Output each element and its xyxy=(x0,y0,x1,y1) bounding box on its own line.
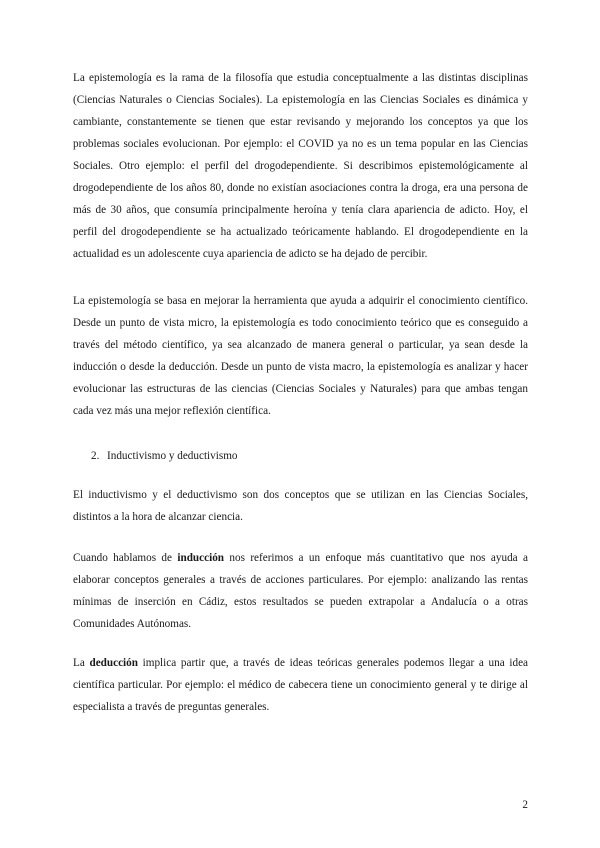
paragraph-deduccion xyxy=(73,652,528,718)
paragraph-inductivismo-deductivismo: El inductivismo y el deductivismo son dos conceptos que se utilizan en las Ciencias Sociales, distintos a la hora de alcanzar ciencia. xyxy=(73,489,528,523)
deduccion-term: deducción xyxy=(89,657,138,669)
paragraph-induccion xyxy=(73,547,528,635)
induccion-term: inducción xyxy=(177,552,225,564)
deduccion-intro: La xyxy=(73,657,90,669)
induccion-body: nos referimos a un enfoque más cuantitativo que nos ayuda a elaborar conceptos generales a través de acciones particulares. Por ejemplo: analizando las rentas mínimas de inserción en Cádiz, estos resultados se pueden extrapolar a Andalucía o a otras Comunidades Autónomas. xyxy=(73,552,528,630)
section-heading xyxy=(91,445,238,467)
page-number: 2 xyxy=(522,799,528,811)
paragraph-epistemologia-herramienta: La epistemología se basa en mejorar la herramienta que ayuda a adquirir el conocimiento científico. Desde un punto de vista micro, la epistemología es todo conocimiento teórico que es conseguido a través del método científico, ya sea alcanzado de manera general o particular, ya sean desde la inducción o desde la deducción. Desde un punto de vista macro, la epistemología es analizar y hacer evolucionar las estructuras de las ciencias (Ciencias Sociales y Naturales) para que ambas tengan cada vez más una mejor reflexión científica. xyxy=(73,295,528,417)
induccion-intro: Cuando hablamos de xyxy=(73,552,178,564)
paragraph-epistemologia-definicion: La epistemología es la rama de la filosofía que estudia conceptualmente a las distintas disciplinas (Ciencias Naturales o Ciencias Sociales). La epistemología en las Ciencias Sociales es dinámica y cambiante, constantemente se tienen que estar revisando y mejorando los conceptos ya que los problemas sociales evolucionan. Por ejemplo: el COVID ya no es un tema popular en las Ciencias Sociales. Otro ejemplo: el perfil del drogodependiente. Si describimos epistemológicamente al drogodependiente de los años 80, donde no existían asociaciones contra la droga, era una persona de más de 30 años, que consumía principalmente heroína y tenía clara apariencia de adicto. Hoy, el perfil del drogodependiente se ha actualizado teóricamente hablando. El drogodependiente en la actualidad es un adolescente cuya apariencia de adicto se ha dejado de percibir. xyxy=(73,72,528,260)
deduccion-body: implica partir que, a través de ideas teóricas generales podemos llegar a una idea científica particular. Por ejemplo: el médico de cabecera tiene un conocimiento general y te dirige al especialista a través de preguntas generales. xyxy=(73,657,528,713)
section-title: Inductivismo y deductivismo xyxy=(107,450,238,462)
section-number: 2. xyxy=(91,450,100,462)
